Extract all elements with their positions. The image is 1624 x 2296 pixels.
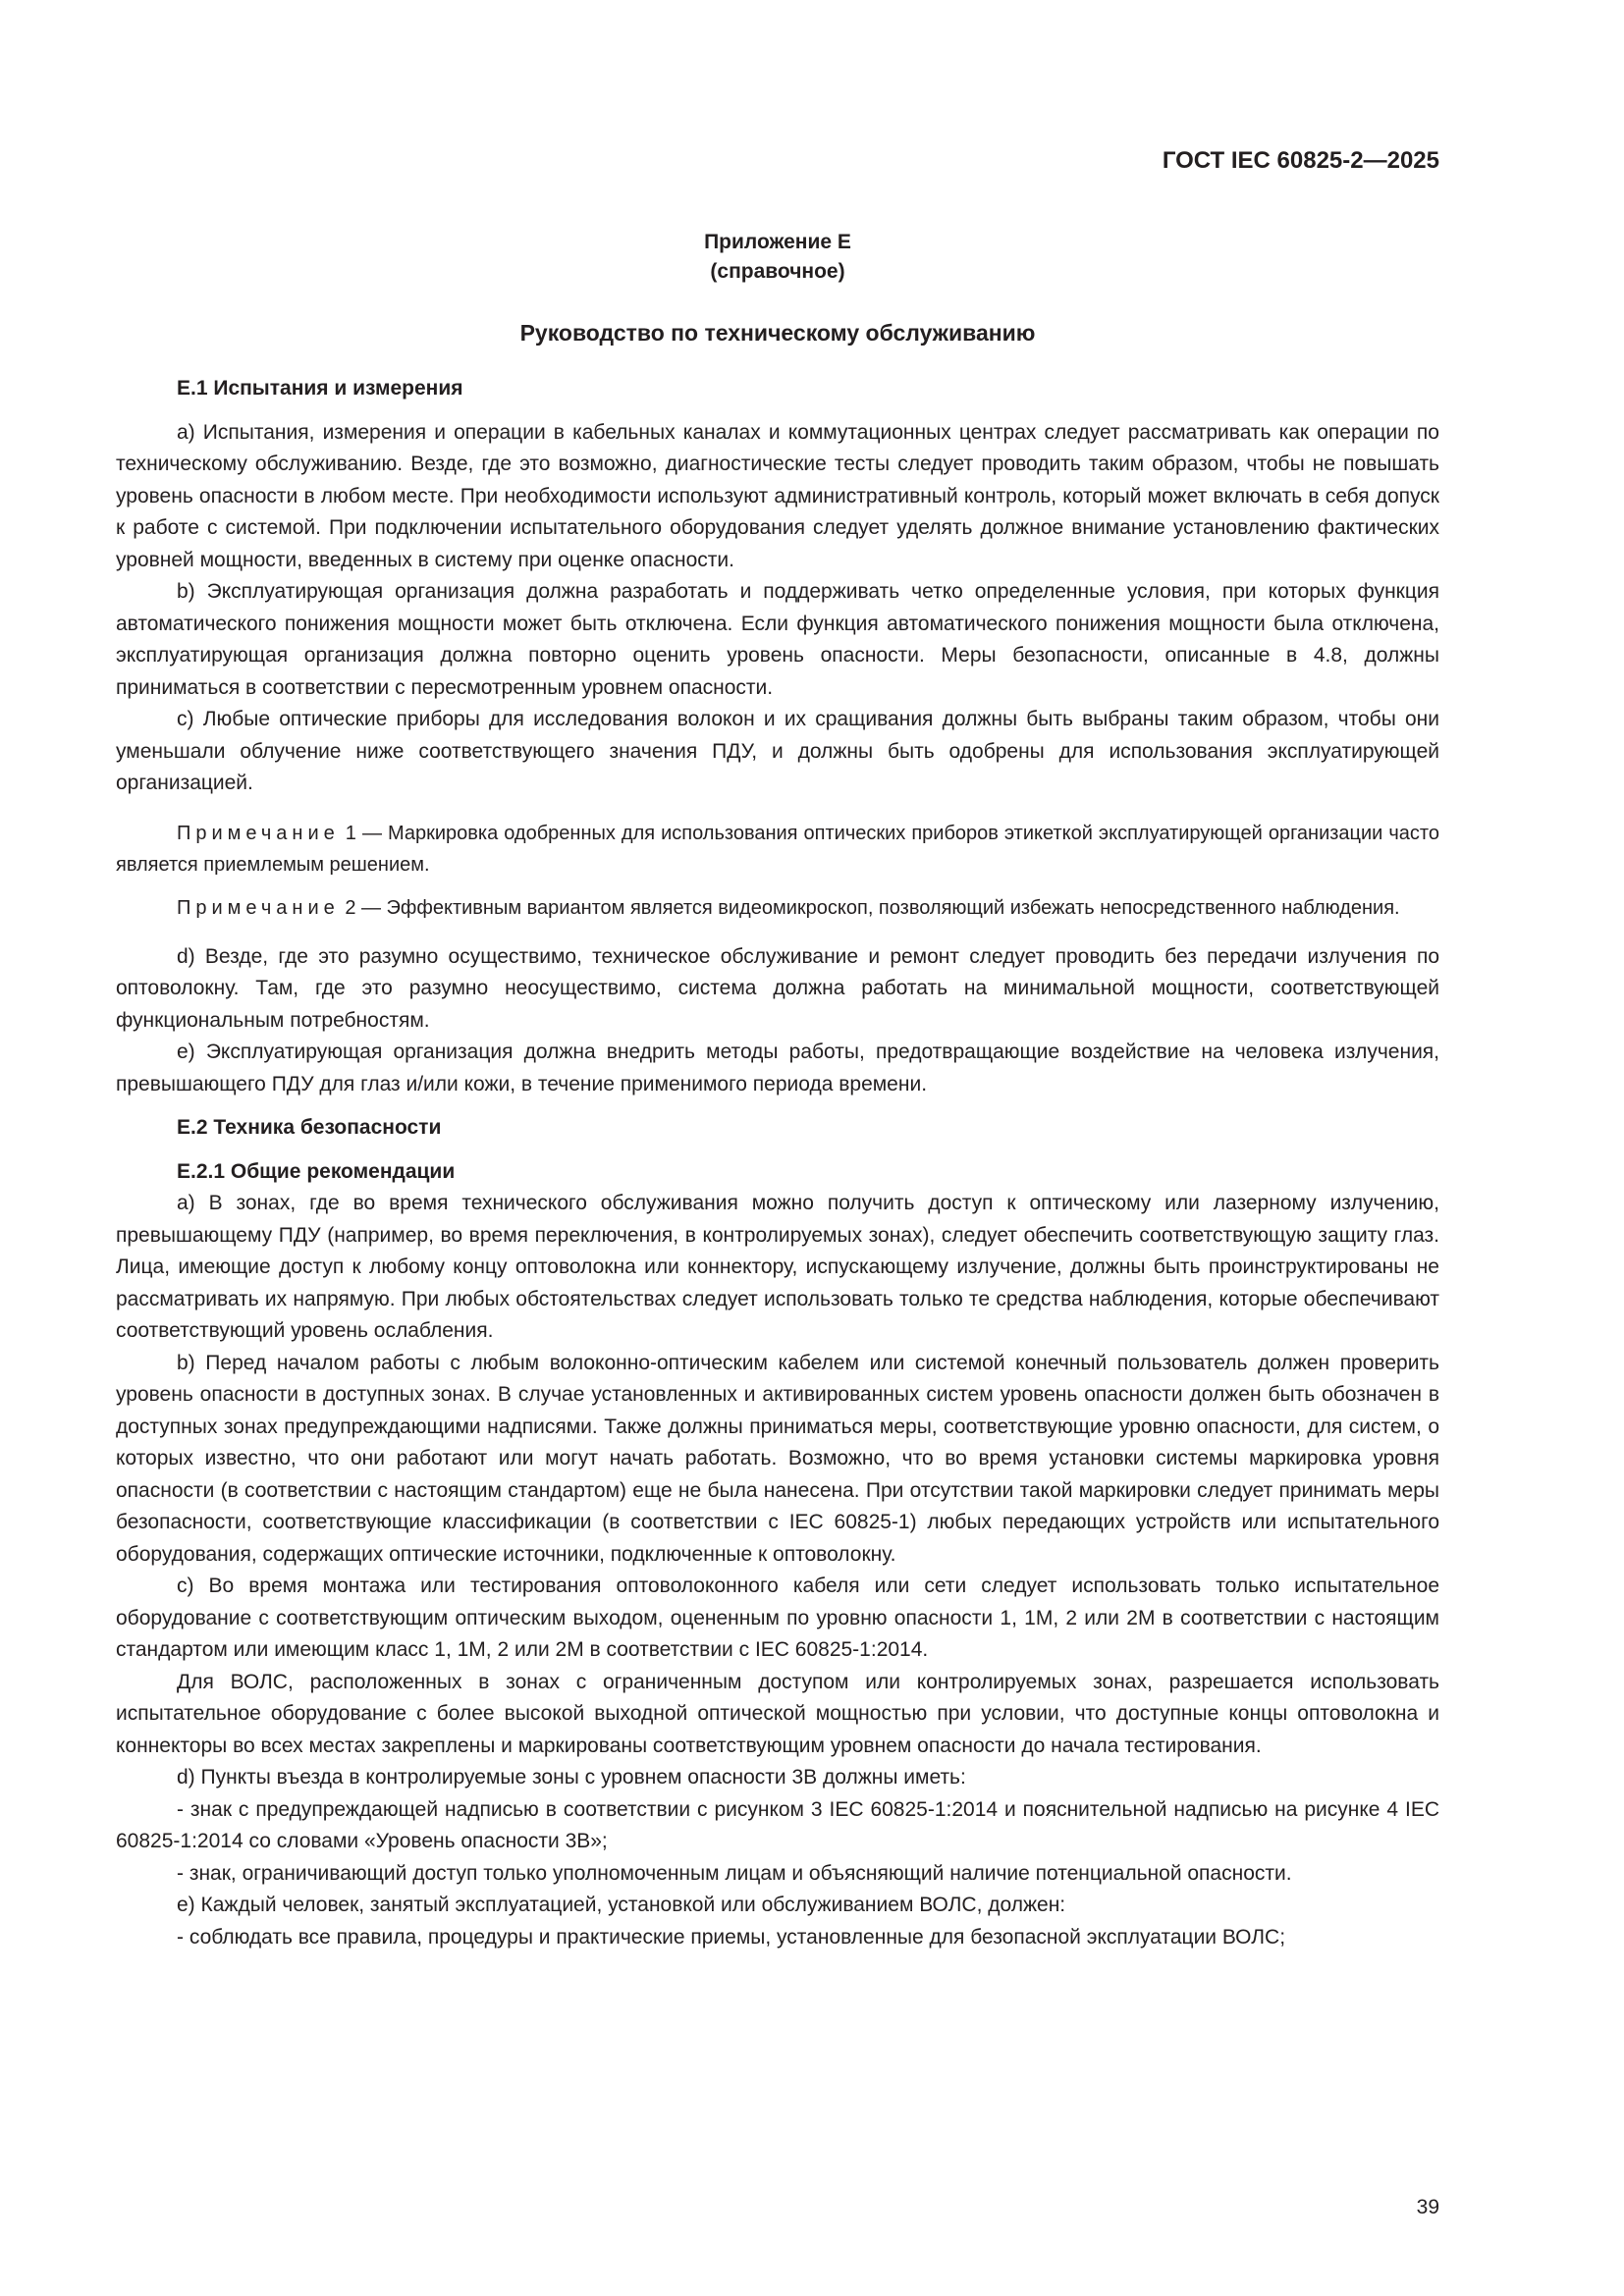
section-heading-e2: Е.2 Техника безопасности (177, 1116, 442, 1139)
annex-heading (116, 228, 1439, 287)
paragraph-e21-d: d) Пункты въезда в контролируемые зоны с уровнем опасности 3В должны иметь: (177, 1766, 966, 1789)
list-item-e1: - соблюдать все правила, процедуры и практические приемы, установленные для безопасной эксплуатации ВОЛС; (177, 1925, 1286, 1949)
page-number: 39 (1416, 2196, 1439, 2218)
document-title: Руководство по техническому обслуживанию (519, 320, 1036, 346)
note-label: Примечание (177, 822, 340, 844)
paragraph-e21-b: b) Перед началом работы с любым волоконно-оптическим кабелем или системой конечный пользователь должен проверить уровень опасности в доступных зонах. В случае установленных и активированных систем уровень опасности должен быть обозначен в доступных зонах предупреждающими надписями. Также должны приниматься меры, соответствующие уровню опасности, для систем, о которых известно, что они работают или могут начать работать. Возможно, что во время установки системы маркировка уровня опасности (в соответствии с настоящим стандартом) еще не была нанесена. При отсутствии такой маркировки следует принимать меры безопасности, соответствующие классификации (в соответствии с IEC 60825-1) любых передающих устройств или испытательного оборудования, содержащих оптические источники, подключенные к оптоволокну. (116, 1351, 1439, 1566)
subsection-heading-e21: Е.2.1 Общие рекомендации (177, 1159, 456, 1183)
paragraph-e1-b: b) Эксплуатирующая организация должна разработать и поддерживать четко определенные условия, при которых функция автоматического понижения мощности может быть отключена. Если функция автоматического понижения мощности была отключена, эксплуатирующая организация должна повторно оценить уровень опасности. Меры безопасности, описанные в 4.8, должны приниматься в соответствии с пересмотренным уровнем опасности. (116, 580, 1439, 699)
list-item-d2: - знак, ограничивающий доступ только уполномоченным лицам и объясняющий наличие потенциальной опасности. (177, 1861, 1292, 1885)
standard-code-header: ГОСТ IEC 60825-2—2025 (1162, 147, 1439, 174)
note-text: 2 — Эффективным вариантом является видеомикроскоп, позволяющий избежать непосредственного наблюдения. (339, 896, 1400, 919)
note-2 (116, 892, 1439, 924)
annex-title: Приложение Е (704, 231, 851, 253)
document-body (116, 373, 1439, 1953)
paragraph-e21-c2: Для ВОЛС, расположенных в зонах с ограниченным доступом или контролируемых зонах, разрешается использовать испытательное оборудование с более высокой выходной оптической мощностью при условии, что доступные концы оптоволокна и коннекторы во всех местах закреплены и маркированы соответствующим уровнем опасности до начала тестирования. (116, 1670, 1439, 1757)
paragraph-e21-e: е) Каждый человек, занятый эксплуатацией, установкой или обслуживанием ВОЛС, должен: (177, 1894, 1066, 1916)
paragraph-e1-a: а) Испытания, измерения и операции в кабельных каналах и коммутационных центрах следует рассматривать как операции по техническому обслуживанию. Везде, где это возможно, диагностические тесты следует проводить таким образом, чтобы не повышать уровень опасности в любом месте. При необходимости используют административный контроль, который может включать в себя допуск к работе с системой. При подключении испытательного оборудования следует уделять должное внимание установлению фактических уровней мощности, введенных в систему при оценке опасности. (116, 420, 1439, 571)
paragraph-e21-a: а) В зонах, где во время технического обслуживания можно получить доступ к оптическому или лазерному излучению, превышающему ПДУ (например, во время переключения, в контролируемых зонах), следует обеспечить соответствующую защиту глаз. Лица, имеющие доступ к любому концу оптоволокна или коннектору, испускающему излучение, должны быть проинструктированы не рассматривать их напрямую. При любых обстоятельствах следует использовать только те средства наблюдения, которые обеспечивают соответствующий уровень ослабления. (116, 1192, 1439, 1342)
annex-type: (справочное) (710, 260, 845, 283)
note-label: Примечание (177, 896, 340, 919)
section-heading-e1: Е.1 Испытания и измерения (177, 377, 463, 400)
note-text: 1 — Маркировка одобренных для использования оптических приборов этикеткой эксплуатирующей организации часто является приемлемым решением. (116, 822, 1439, 876)
paragraph-e1-c: с) Любые оптические приборы для исследования волокон и их сращивания должны быть выбраны таким образом, чтобы они уменьшали облучение ниже соответствующего значения ПДУ, и должны быть одобрены для использования эксплуатирующей организацией. (116, 708, 1439, 794)
paragraph-e1-d: d) Везде, где это разумно осуществимо, техническое обслуживание и ремонт следует проводить без передачи излучения по оптоволокну. Там, где это разумно неосуществимо, система должна работать на минимальной мощности, соответствующей функциональным потребностям. (116, 944, 1439, 1032)
paragraph-e1-e: е) Эксплуатирующая организация должна внедрить методы работы, предотвращающие воздействие на человека излучения, превышающего ПДУ для глаз и/или кожи, в течение применимого периода времени. (116, 1041, 1439, 1095)
list-item-d1: - знак с предупреждающей надписью в соответствии с рисунком 3 IEC 60825-1:2014 и пояснительной надписью на рисунке 4 IEC 60825-1:2014 со словами «Уровень опасности 3В»; (116, 1797, 1439, 1852)
paragraph-e21-c: с) Во время монтажа или тестирования оптоволоконного кабеля или сети следует использовать только испытательное оборудование с соответствующим оптическим выходом, оцененным по уровню опасности 1, 1М, 2 или 2М в соответствии с настоящим стандартом или имеющим класс 1, 1М, 2 или 2М в соответствии с IEC 60825-1:2014. (116, 1575, 1439, 1661)
note-1 (116, 818, 1439, 881)
